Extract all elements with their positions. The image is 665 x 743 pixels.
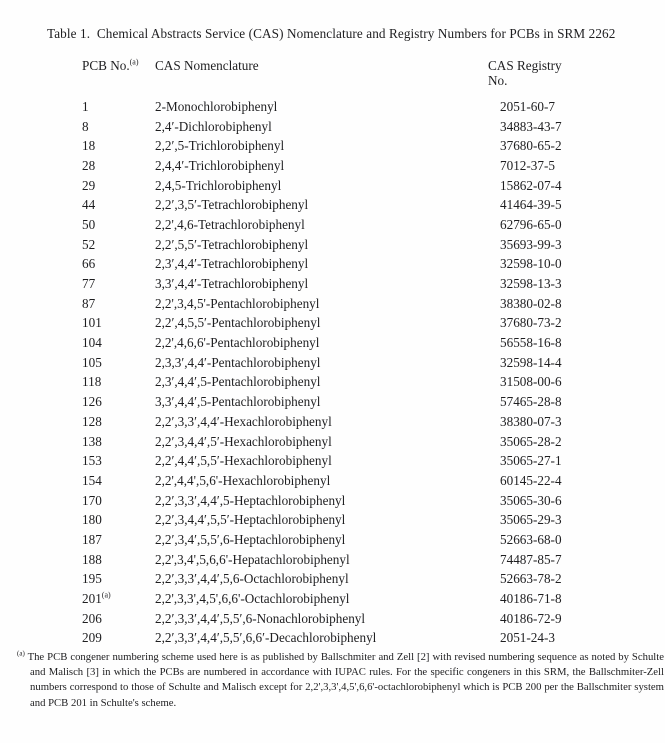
nomenclature-cell: 2,3′,4,4′,5-Pentachlorobiphenyl (155, 374, 321, 390)
pcb-no-cell: 66 (82, 256, 96, 272)
registry-cell: 37680-65-2 (500, 138, 562, 154)
pcb-no-cell: 77 (82, 276, 96, 292)
column-header-pcb-no-label: PCB No. (82, 58, 130, 73)
registry-cell: 35065-27-1 (500, 453, 562, 469)
table-row (82, 97, 640, 117)
table-body (82, 97, 640, 648)
registry-cell: 31508-00-6 (500, 374, 562, 390)
pcb-no-cell: 180 (82, 512, 102, 528)
registry-cell: 74487-85-7 (500, 551, 562, 567)
registry-cell: 2051-24-3 (500, 630, 555, 646)
table-row (82, 274, 640, 294)
pcb-no-cell: 154 (82, 472, 102, 488)
footnote-ref: (a) (101, 590, 111, 600)
column-header-nomenclature (155, 58, 488, 97)
table-row (82, 589, 640, 609)
table-row (82, 510, 640, 530)
nomenclature-cell: 2,2',4,6,6'-Pentachlorobiphenyl (155, 335, 320, 351)
pcb-no-cell: 138 (82, 433, 102, 449)
pcb-no-cell: 8 (82, 118, 89, 134)
table-row (82, 432, 640, 452)
registry-cell: 41464-39-5 (500, 197, 562, 213)
pcb-no-cell: 104 (82, 335, 102, 351)
nomenclature-cell: 2,3,3′,4,4′-Pentachlorobiphenyl (155, 354, 321, 370)
pcb-no-cell: 44 (82, 197, 96, 213)
table-row (82, 550, 640, 570)
pcb-no-cell: 201$^{(a)}$ (82, 590, 111, 607)
registry-cell: 37680-73-2 (500, 315, 562, 331)
table-row (82, 333, 640, 353)
table-row (82, 156, 640, 176)
pcb-no-cell: 128 (82, 413, 102, 429)
pcb-no-cell: 28 (82, 157, 96, 173)
nomenclature-cell: 2,2′,3,3′,4,4′,5-Heptachlorobiphenyl (155, 492, 346, 508)
column-header-pcb-no (82, 58, 155, 97)
registry-cell: 56558-16-8 (500, 335, 562, 351)
footnote (17, 650, 664, 711)
registry-cell: 57465-28-8 (500, 394, 562, 410)
pcb-no-cell: 105 (82, 354, 102, 370)
pcb-no-cell: 170 (82, 492, 102, 508)
column-header-registry (488, 58, 640, 97)
pcb-no-cell: 187 (82, 531, 102, 547)
registry-cell: 32598-13-3 (500, 276, 562, 292)
registry-cell: 35693-99-3 (500, 236, 562, 252)
registry-cell: 35065-30-6 (500, 492, 562, 508)
pcb-no-cell: 18 (82, 138, 96, 154)
column-header-registry-line1: CAS Registry (488, 58, 562, 73)
nomenclature-cell: 2,4,4′-Trichlorobiphenyl (155, 157, 285, 173)
table-row (82, 117, 640, 137)
registry-cell: 52663-68-0 (500, 531, 562, 547)
pcb-no-cell: 195 (82, 571, 102, 587)
nomenclature-cell: 2,2',3,4',5,6,6'-Hepatachlorobiphenyl (155, 551, 350, 567)
nomenclature-cell: 2,4′-Dichlorobiphenyl (155, 118, 272, 134)
nomenclature-cell: 2,2′,3,3′,4,4′,5,5′,6,6′-Decachlorobiphenyl (155, 630, 377, 646)
table-row (82, 136, 640, 156)
nomenclature-cell: 2,4,5-Trichlorobiphenyl (155, 177, 282, 193)
nomenclature-cell: 2,2',4,6-Tetrachlorobiphenyl (155, 216, 305, 232)
table-row (82, 195, 640, 215)
nomenclature-cell: 2-Monochlorobiphenyl (155, 98, 278, 114)
table-row (82, 471, 640, 491)
table-row (82, 314, 640, 334)
nomenclature-cell: 2,2′,3,4,4′,5,5′-Heptachlorobiphenyl (155, 512, 346, 528)
nomenclature-cell: 2,2′,3,4′,5,5′,6-Heptachlorobiphenyl (155, 531, 346, 547)
registry-cell: 32598-14-4 (500, 354, 562, 370)
column-header-nomenclature-label: CAS Nomenclature (155, 58, 259, 73)
pcb-no-cell: 52 (82, 236, 96, 252)
nomenclature-cell: 2,2′,3,3′,4,4′,5,5′,6-Nonachlorobiphenyl (155, 610, 366, 626)
pcb-no-cell: 206 (82, 610, 102, 626)
pcb-no-cell: 188 (82, 551, 102, 567)
nomenclature-cell: 2,2′,4,4′,5,5′-Hexachlorobiphenyl (155, 453, 332, 469)
nomenclature-cell: 2,2′,3,3′,4,4′-Hexachlorobiphenyl (155, 413, 332, 429)
registry-cell: 15862-07-4 (500, 177, 562, 193)
registry-cell: 34883-43-7 (500, 118, 562, 134)
nomenclature-cell: 2,2′,3,4,4′,5′-Hexachlorobiphenyl (155, 433, 332, 449)
nomenclature-cell: 3,3′,4,4′,5-Pentachlorobiphenyl (155, 394, 321, 410)
nomenclature-cell: 2,2',3,4,5'-Pentachlorobiphenyl (155, 295, 320, 311)
table-row (82, 491, 640, 511)
cas-table (82, 58, 640, 648)
registry-cell: 35065-28-2 (500, 433, 562, 449)
table-row (82, 353, 640, 373)
registry-cell: 7012-37-5 (500, 157, 555, 173)
pcb-no-cell: 153 (82, 453, 102, 469)
table-row (82, 451, 640, 471)
registry-cell: 35065-29-3 (500, 512, 562, 528)
table-row (82, 629, 640, 649)
pcb-no-cell: 29 (82, 177, 96, 193)
nomenclature-cell: 2,2′,3,5′-Tetrachlorobiphenyl (155, 197, 309, 213)
nomenclature-cell: 3,3′,4,4′-Tetrachlorobiphenyl (155, 276, 309, 292)
header-row (82, 58, 640, 97)
table-row (82, 609, 640, 629)
table-row (82, 215, 640, 235)
table-row (82, 373, 640, 393)
registry-cell: 52663-78-2 (500, 571, 562, 587)
nomenclature-cell: 2,2',4,4',5,6'-Hexachlorobiphenyl (155, 472, 331, 488)
registry-cell: 38380-07-3 (500, 413, 562, 429)
nomenclature-cell: 2,2′,5,5′-Tetrachlorobiphenyl (155, 236, 309, 252)
nomenclature-cell: 2,2′,4,5,5′-Pentachlorobiphenyl (155, 315, 321, 331)
nomenclature-cell: 2,2',3,3',4,5',6,6'-Octachlorobiphenyl (155, 591, 350, 607)
registry-cell: 40186-72-9 (500, 610, 562, 626)
registry-cell: 38380-02-8 (500, 295, 562, 311)
footnote-ref: (a) (129, 57, 139, 67)
pcb-no-cell: 101 (82, 315, 102, 331)
table-row (82, 530, 640, 550)
nomenclature-cell: 2,2′,5-Trichlorobiphenyl (155, 138, 285, 154)
pcb-no-cell: 126 (82, 394, 102, 410)
table-row (82, 392, 640, 412)
table-title: Table 1. Chemical Abstracts Service (CAS) Nomenclature and Registry Numbers for PCBs in SRM 2262 (47, 26, 616, 41)
pcb-no-cell: 50 (82, 216, 96, 232)
nomenclature-cell: 2,2′,3,3′,4,4′,5,6-Octachlorobiphenyl (155, 571, 349, 587)
registry-cell: 62796-65-0 (500, 216, 562, 232)
table-row (82, 176, 640, 196)
table-row (82, 412, 640, 432)
table-row (82, 294, 640, 314)
registry-cell: 2051-60-7 (500, 98, 555, 114)
table-row (82, 235, 640, 255)
table-row (82, 255, 640, 275)
registry-cell: 60145-22-4 (500, 472, 562, 488)
table-row (82, 570, 640, 590)
registry-cell: 32598-10-0 (500, 256, 562, 272)
pcb-no-cell: 118 (82, 374, 102, 390)
column-header-registry-line2: No. (488, 73, 508, 88)
pcb-no-cell: 209 (82, 630, 102, 646)
footnote-text: The PCB congener numbering scheme used here is as published by Ballschmiter and Zell [2] with revised numbering sequence as noted by Schulte and Malisch [3] in which the PCBs are numbered in accordance with IUPAC rules. For the specific congeners in this SRM, the Ballschmiter-Zell numbers correspond to those of Schulte and Malisch except for 2,2',3,3',4,5',6,6'-octachlorobiphenyl which is PCB 200 per the Ballschmiter system and PCB 201 in Schulte's scheme. (27, 651, 664, 709)
footnote-marker: (a) (17, 649, 25, 658)
registry-cell: 40186-71-8 (500, 591, 562, 607)
pcb-no-cell: 87 (82, 295, 96, 311)
nomenclature-cell: 2,3′,4,4′-Tetrachlorobiphenyl (155, 256, 309, 272)
pcb-no-cell: 1 (82, 98, 89, 114)
